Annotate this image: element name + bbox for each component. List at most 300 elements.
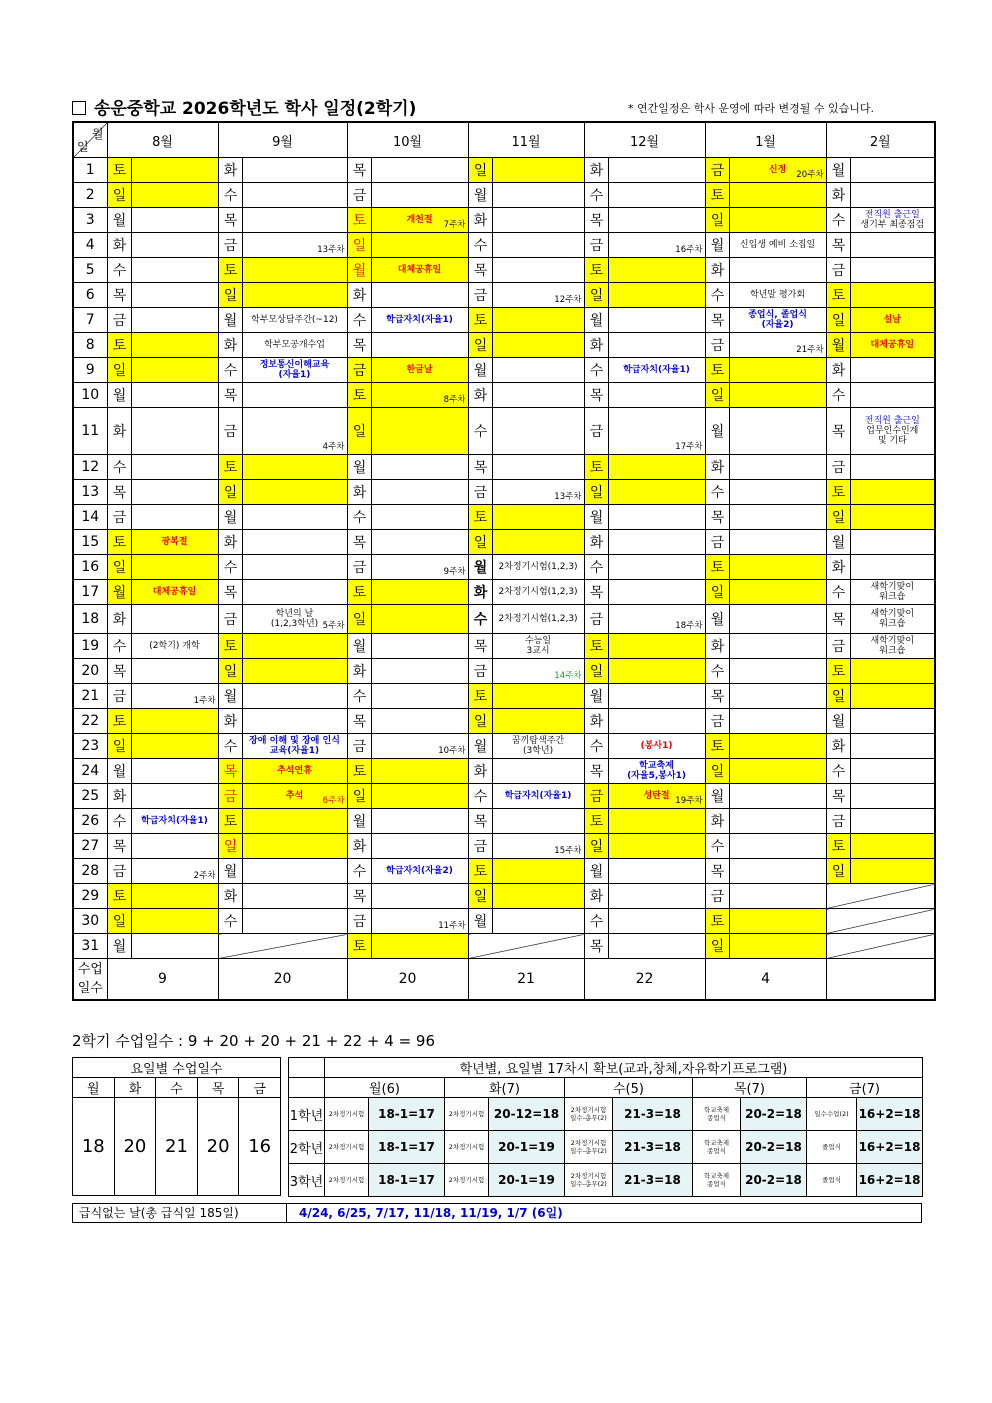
- weekday-cell: 수: [468, 233, 492, 258]
- weekday-cell: 토: [218, 455, 242, 480]
- grade-event-line: 2차정기시험: [448, 1143, 485, 1151]
- weekday-cell: 일: [107, 555, 131, 580]
- day-number: 10: [73, 383, 107, 408]
- event-cell: [371, 455, 468, 480]
- grade-calc: 18-1=17: [369, 1164, 445, 1197]
- grade-event-line: 학교축제: [703, 1139, 730, 1147]
- day-number: 23: [73, 734, 107, 759]
- event-cell: [242, 408, 347, 455]
- day-number: 30: [73, 909, 107, 934]
- event-cell: [850, 834, 935, 859]
- weekday-cell: 목: [468, 634, 492, 659]
- grade-event-line: 졸업식: [822, 1176, 841, 1184]
- weekday-cell: 월: [826, 158, 850, 183]
- grade-event-line: 학교축제: [703, 1172, 730, 1180]
- weekday-cell: 토: [705, 555, 729, 580]
- weekday-cell: 일: [584, 480, 608, 505]
- event-cell: [131, 934, 218, 959]
- weekday-cell: 토: [347, 208, 371, 233]
- weekday-cell: 화: [584, 158, 608, 183]
- weekday-cell: 금: [218, 605, 242, 634]
- weekday-cell: 수: [347, 684, 371, 709]
- grade-calc: 16+2=18: [857, 1098, 923, 1131]
- event-cell: [608, 555, 705, 580]
- event-cell: [492, 408, 584, 455]
- event-text: 3교시: [526, 646, 550, 656]
- event-cell: [850, 605, 935, 634]
- event-text: 새학기맞이: [870, 609, 915, 619]
- grade-calc: 21-3=18: [613, 1164, 693, 1197]
- event-cell: [492, 634, 584, 659]
- calendar-row: [73, 183, 935, 208]
- event-cell: [492, 183, 584, 208]
- event-cell: [242, 158, 347, 183]
- grade-calc: 20-12=18: [489, 1098, 565, 1131]
- weekday-header: 월: [73, 1078, 115, 1098]
- event-cell: [729, 455, 826, 480]
- summary-label-line: 수업: [77, 962, 103, 977]
- day-number: 31: [73, 934, 107, 959]
- event-cell: [371, 784, 468, 809]
- event-cell: [492, 233, 584, 258]
- day-number: 17: [73, 580, 107, 605]
- weekday-cell: 토: [107, 884, 131, 909]
- summary-value: 4: [705, 959, 826, 1001]
- event-cell: [371, 884, 468, 909]
- weekday-cell: 월: [107, 383, 131, 408]
- calendar-row: [73, 909, 935, 934]
- calendar-row: [73, 530, 935, 555]
- event-cell: [729, 734, 826, 759]
- weekday-header: 목: [197, 1078, 239, 1098]
- weekday-cell: 일: [347, 233, 371, 258]
- weekday-cell: 월: [218, 684, 242, 709]
- weekday-cell: 화: [705, 634, 729, 659]
- weekday-cell: 화: [584, 709, 608, 734]
- event-cell: [371, 308, 468, 333]
- weekday-cell: 수: [584, 909, 608, 934]
- weekday-cell: 토: [218, 258, 242, 283]
- event-cell: [729, 580, 826, 605]
- grade-event-note: [445, 1098, 489, 1131]
- event-cell: [242, 308, 347, 333]
- event-cell: [371, 333, 468, 358]
- calendar-row: [73, 383, 935, 408]
- weekday-cell: 금: [218, 784, 242, 809]
- weekday-cell: 목: [218, 383, 242, 408]
- weekday-cell: 일: [584, 834, 608, 859]
- weekday-cell: 화: [347, 834, 371, 859]
- event-cell: [492, 530, 584, 555]
- weekday-cell: 월: [107, 759, 131, 784]
- event-cell: [608, 684, 705, 709]
- day-number: 11: [73, 408, 107, 455]
- weekday-cell: 토: [468, 505, 492, 530]
- calendar-row: [73, 455, 935, 480]
- weekday-cell: 목: [107, 480, 131, 505]
- event-cell: [371, 183, 468, 208]
- weekday-cell: 토: [705, 358, 729, 383]
- weekday-cell: 금: [705, 158, 729, 183]
- event-cell: [371, 684, 468, 709]
- summary-label: [73, 959, 107, 1001]
- weekday-cell: 월: [826, 530, 850, 555]
- weekday-cell: 수: [826, 580, 850, 605]
- weekday-cell: 일: [218, 283, 242, 308]
- weekday-cell: 수: [218, 183, 242, 208]
- weekday-cell: 토: [584, 809, 608, 834]
- weekday-cell: 금: [347, 555, 371, 580]
- day-number: 24: [73, 759, 107, 784]
- event-cell: [608, 158, 705, 183]
- weekday-cell: 일: [584, 283, 608, 308]
- event-text: 학급자치(자율1): [623, 365, 690, 375]
- weekday-cell: 월: [826, 333, 850, 358]
- event-cell: [242, 759, 347, 784]
- event-text: 학급자치(자율1): [386, 315, 453, 325]
- weekday-cell: 일: [468, 709, 492, 734]
- calendar-row: [73, 158, 935, 183]
- calendar-row: [73, 208, 935, 233]
- weekday-cell: 일: [347, 408, 371, 455]
- day-number: 2: [73, 183, 107, 208]
- grade-event-line: 학교축제: [703, 1106, 730, 1114]
- day-number: 15: [73, 530, 107, 555]
- weekday-cell: 일: [826, 684, 850, 709]
- month-header: 2월: [826, 122, 935, 158]
- weekday-cell: 월: [584, 308, 608, 333]
- event-cell: [729, 605, 826, 634]
- weekday-cell: 토: [705, 183, 729, 208]
- weekday-cell: 월: [347, 258, 371, 283]
- event-cell: [850, 580, 935, 605]
- calendar-row: [73, 283, 935, 308]
- weekday-cell: 목: [705, 859, 729, 884]
- weekday-cell: 화: [584, 530, 608, 555]
- event-text: (자율5,봉사1): [627, 771, 687, 781]
- weekday-cell: 금: [107, 308, 131, 333]
- event-cell: [729, 283, 826, 308]
- event-cell: [131, 809, 218, 834]
- event-text: 설날: [883, 315, 901, 325]
- event-cell: [242, 659, 347, 684]
- event-cell: [242, 809, 347, 834]
- event-cell: [608, 408, 705, 455]
- grade-event-line: 2차정기시험: [328, 1176, 365, 1184]
- weekday-cell: 화: [826, 555, 850, 580]
- week-number: 12주차: [554, 295, 582, 305]
- event-cell: [242, 480, 347, 505]
- summary-value: 20: [347, 959, 468, 1001]
- grade-event-note: [693, 1131, 741, 1164]
- event-cell: [492, 734, 584, 759]
- event-cell: [729, 684, 826, 709]
- event-text: 성탄절: [643, 791, 670, 801]
- grade-label: 1학년: [289, 1098, 325, 1131]
- weekday-cell: 일: [705, 208, 729, 233]
- event-cell: [492, 455, 584, 480]
- weekday-cell: 목: [347, 709, 371, 734]
- event-cell: [371, 734, 468, 759]
- weekday-cell: 금: [468, 283, 492, 308]
- summary-value: 9: [107, 959, 218, 1001]
- weekday-cell: 토: [347, 580, 371, 605]
- grade-event-line: 졸업식: [822, 1143, 841, 1151]
- weekday-value: 20: [197, 1098, 239, 1196]
- grade-event-note: [565, 1098, 613, 1131]
- day-number: 13: [73, 480, 107, 505]
- grade-table-title: 학년별, 요일별 17차시 확보(교과,창체,자유학기프로그램): [325, 1058, 923, 1078]
- event-cell: [850, 709, 935, 734]
- event-cell: [850, 734, 935, 759]
- event-cell: [608, 505, 705, 530]
- event-cell: [242, 859, 347, 884]
- weekday-cell: 목: [218, 759, 242, 784]
- event-cell: [729, 358, 826, 383]
- calendar-row: [73, 555, 935, 580]
- weekday-cell: 목: [218, 580, 242, 605]
- grade-event-line: 종업식: [707, 1147, 726, 1155]
- event-cell: [608, 659, 705, 684]
- weekday-cell: 토: [468, 684, 492, 709]
- grade-event-line: 일수-총무(2): [570, 1147, 607, 1155]
- event-cell: [492, 784, 584, 809]
- event-text: (자율1): [278, 370, 311, 380]
- weekday-cell: 월: [347, 455, 371, 480]
- weekday-cell: 화: [468, 383, 492, 408]
- event-text: 대체공휴일: [397, 265, 442, 275]
- event-cell: [850, 455, 935, 480]
- event-cell: [729, 208, 826, 233]
- weekday-cell: 일: [705, 383, 729, 408]
- week-number: 13주차: [554, 492, 582, 502]
- grade-event-note: [693, 1164, 741, 1197]
- event-cell: [131, 759, 218, 784]
- weekday-cell: 목: [347, 884, 371, 909]
- weekday-cell: 월: [218, 505, 242, 530]
- grade-header-blank: [289, 1078, 325, 1098]
- weekday-cell: 월: [347, 809, 371, 834]
- event-text: 2차정기시험(1,2,3): [498, 562, 578, 572]
- weekday-cell: 목: [584, 759, 608, 784]
- calendar-row: [73, 709, 935, 734]
- event-text: 업무인수인계: [866, 426, 919, 436]
- grade-event-line: 2차정기시험: [328, 1110, 365, 1118]
- event-cell: [608, 734, 705, 759]
- event-text: 및 기타: [877, 436, 907, 446]
- weekday-cell: 목: [584, 934, 608, 959]
- weekday-cell: 수: [218, 555, 242, 580]
- event-cell: [850, 659, 935, 684]
- weekday-cell: 수: [218, 358, 242, 383]
- weekday-cell: 목: [584, 383, 608, 408]
- event-text: 정보통신이해교육: [259, 360, 330, 370]
- event-cell: [371, 934, 468, 959]
- event-cell: [492, 158, 584, 183]
- day-number: 20: [73, 659, 107, 684]
- weekday-cell: 토: [347, 759, 371, 784]
- event-cell: [242, 709, 347, 734]
- event-cell: [131, 208, 218, 233]
- weekday-cell: 토: [826, 480, 850, 505]
- weekday-cell: 목: [705, 684, 729, 709]
- event-cell: [608, 383, 705, 408]
- grade-event-line: 일수수업(2): [814, 1110, 849, 1118]
- weekday-cell: 토: [107, 530, 131, 555]
- grade-event-line: 2차정기시험: [328, 1143, 365, 1151]
- weekday-cell: 일: [826, 505, 850, 530]
- calendar-row: [73, 809, 935, 834]
- event-cell: [131, 784, 218, 809]
- weekday-cell: 월: [468, 183, 492, 208]
- grade-event-line: 2차정기시험: [448, 1176, 485, 1184]
- day-number: 28: [73, 859, 107, 884]
- weekday-cell: 수: [826, 383, 850, 408]
- weekday-cell: 수: [468, 784, 492, 809]
- week-number: 2주차: [193, 871, 216, 881]
- grade-label: 2학년: [289, 1131, 325, 1164]
- event-text: 워크숍: [879, 619, 906, 629]
- event-cell: [608, 480, 705, 505]
- weekday-cell: 화: [826, 183, 850, 208]
- weekday-cell: 토: [107, 158, 131, 183]
- event-cell: [242, 258, 347, 283]
- weekday-cell: 화: [107, 408, 131, 455]
- event-cell: [131, 505, 218, 530]
- event-cell: [242, 383, 347, 408]
- event-cell: [608, 784, 705, 809]
- weekday-header: 수: [156, 1078, 198, 1098]
- page-title: [72, 94, 416, 119]
- weekday-cell: 화: [826, 734, 850, 759]
- weekday-cell: 금: [107, 684, 131, 709]
- week-number: 18주차: [675, 621, 703, 631]
- weekday-cell: 금: [218, 408, 242, 455]
- grade-calc: 20-1=19: [489, 1164, 565, 1197]
- event-cell: [729, 183, 826, 208]
- summary-value: [826, 959, 935, 1001]
- event-cell: [492, 909, 584, 934]
- event-text: (2학기) 개학: [149, 641, 200, 651]
- weekday-cell: 일: [584, 659, 608, 684]
- event-cell: [492, 383, 584, 408]
- weekday-cell: 월: [584, 505, 608, 530]
- empty-cell: [826, 934, 935, 959]
- weekday-cell: 목: [584, 208, 608, 233]
- weekday-cell: 토: [347, 934, 371, 959]
- event-cell: [131, 709, 218, 734]
- weekday-cell: 토: [705, 909, 729, 934]
- grade-event-line: 일수-총무(2): [570, 1180, 607, 1188]
- weekday-cell: 수: [584, 734, 608, 759]
- event-cell: [131, 834, 218, 859]
- week-number: 15주차: [554, 846, 582, 856]
- event-cell: [850, 333, 935, 358]
- weekday-cell: 목: [347, 530, 371, 555]
- event-cell: [131, 258, 218, 283]
- event-cell: [850, 283, 935, 308]
- event-cell: [850, 408, 935, 455]
- event-cell: [242, 634, 347, 659]
- weekday-cell: 화: [705, 455, 729, 480]
- grade-day-header: 목(7): [693, 1078, 807, 1098]
- grade-period-table: [288, 1057, 923, 1197]
- week-number: 1주차: [193, 696, 216, 706]
- week-number: 10주차: [438, 746, 466, 756]
- event-cell: [242, 530, 347, 555]
- weekday-cell: 월: [218, 859, 242, 884]
- weekday-cell: 화: [218, 709, 242, 734]
- event-cell: [608, 455, 705, 480]
- event-cell: [131, 283, 218, 308]
- weekday-cell: 수: [347, 859, 371, 884]
- calendar-row: [73, 734, 935, 759]
- calendar-row: [73, 784, 935, 809]
- event-text: 생기부 최종점검: [860, 220, 925, 230]
- weekday-cell: 목: [218, 208, 242, 233]
- weekday-cell: 금: [826, 258, 850, 283]
- event-cell: [131, 358, 218, 383]
- weekday-count-table: [72, 1057, 281, 1196]
- weekday-cell: 일: [468, 530, 492, 555]
- event-text: 학부모상담주간(~12): [251, 315, 338, 325]
- event-cell: [492, 208, 584, 233]
- weekday-cell: 월: [584, 684, 608, 709]
- calendar-row: [73, 580, 935, 605]
- weekday-cell: 목: [826, 784, 850, 809]
- event-cell: [729, 809, 826, 834]
- summary-value: 20: [218, 959, 347, 1001]
- event-cell: [729, 555, 826, 580]
- weekday-cell: 일: [218, 480, 242, 505]
- event-cell: [131, 233, 218, 258]
- weekday-cell: 수: [584, 183, 608, 208]
- weekday-cell: 화: [347, 283, 371, 308]
- event-text: 신입생 예비 소집일: [739, 240, 816, 250]
- weekday-cell: 월: [468, 358, 492, 383]
- weekday-cell: 토: [826, 283, 850, 308]
- event-cell: [729, 308, 826, 333]
- event-cell: [242, 555, 347, 580]
- corner-cell: [73, 122, 107, 158]
- event-cell: [729, 709, 826, 734]
- weekday-cell: 목: [347, 333, 371, 358]
- event-cell: [850, 183, 935, 208]
- grade-calc: 20-2=18: [741, 1164, 807, 1197]
- weekday-cell: 수: [107, 258, 131, 283]
- weekday-cell: 토: [218, 634, 242, 659]
- event-cell: [242, 834, 347, 859]
- weekday-cell: 월: [705, 233, 729, 258]
- grade-event-note: [807, 1164, 857, 1197]
- event-cell: [608, 909, 705, 934]
- event-cell: [371, 859, 468, 884]
- weekday-cell: 일: [347, 605, 371, 634]
- event-cell: [131, 455, 218, 480]
- weekday-cell: 목: [826, 408, 850, 455]
- event-cell: [850, 684, 935, 709]
- weekday-value: 20: [114, 1098, 156, 1196]
- grade-calc: 21-3=18: [613, 1098, 693, 1131]
- weekday-cell: 목: [584, 580, 608, 605]
- day-number: 27: [73, 834, 107, 859]
- event-cell: [608, 834, 705, 859]
- calendar-row: [73, 505, 935, 530]
- month-header: 1월: [705, 122, 826, 158]
- event-cell: [729, 909, 826, 934]
- weekday-cell: 일: [705, 934, 729, 959]
- event-cell: [371, 834, 468, 859]
